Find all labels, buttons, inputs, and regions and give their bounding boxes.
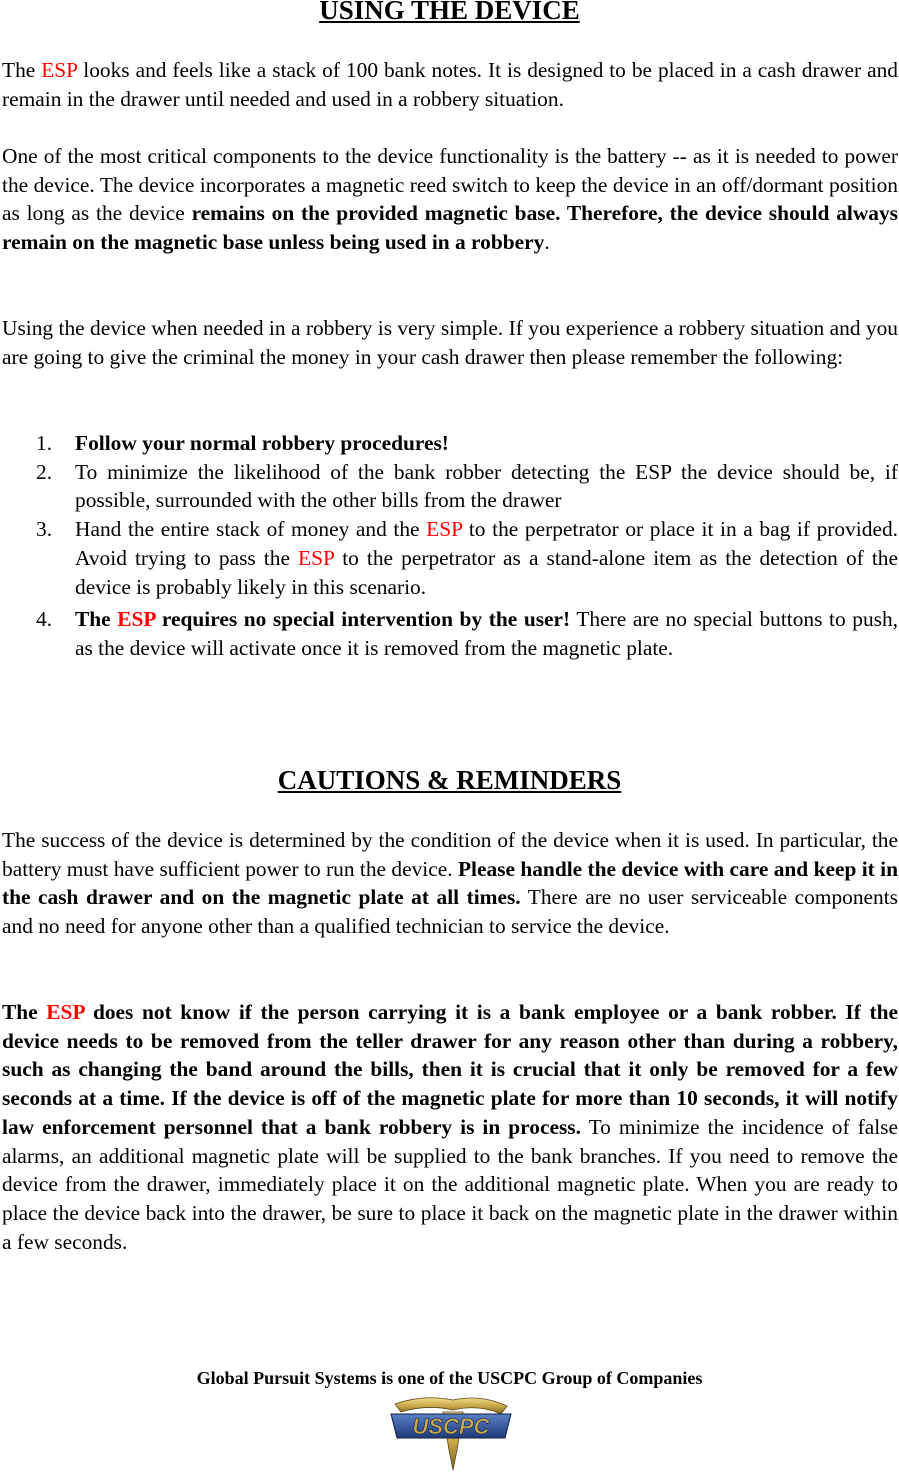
footer-text: Global Pursuit Systems is one of the USCPC Group of Companies xyxy=(196,1368,703,1388)
uscpc-logo-icon xyxy=(383,1390,517,1472)
esp-term: ESP xyxy=(117,607,156,632)
procedure-list xyxy=(36,429,898,663)
section-title-cautions: CAUTIONS & REMINDERS xyxy=(277,765,622,795)
section-title-using-device: USING THE DEVICE xyxy=(319,0,580,25)
list-item: 4. The ESP requires no special intervention by the user! There are no special buttons to push, as the device will activate once it is removed from the magnetic plate. xyxy=(36,607,899,660)
uscpc-logo xyxy=(383,1390,517,1472)
paragraph-usage: Using the device when needed in a robbery is very simple. If you experience a robbery situation and you are going to give the criminal the money in your cash drawer then please remember the following: xyxy=(2,316,898,369)
logo-lettering: USCPC xyxy=(412,1414,490,1439)
paragraph-warning: The ESP does not know if the person carrying it is a bank employee or a bank robber. If the device needs to be removed from the teller drawer for any reason other than during a robbery, such as changing the band around the bills, then it is crucial that it only be removed for a few seconds at a time. If the device is off of the magnetic plate for more than 10 seconds, it will notify law enforcement personnel that a bank robbery is in process. To minimize the incidence of false alarms, an additional magnetic plate will be supplied to the bank branches. If you need to remove the device from the drawer, immediately place it on the additional magnetic plate. When you are ready to place the device back into the drawer, be sure to place it back on the magnetic plate in the drawer within a few seconds. xyxy=(2,1000,898,1254)
esp-term: ESP xyxy=(298,545,335,570)
paragraph-battery: One of the most critical components to the device functionality is the battery -- as it is needed to power the device. The device incorporates a magnetic reed switch to keep the device in an off/dormant position as long as the device remains on the provided magnetic base. Therefore, the device should always remain on the magnetic base unless being used in a robbery. xyxy=(2,144,898,255)
esp-term: ESP xyxy=(41,58,78,82)
esp-term: ESP xyxy=(426,517,463,542)
esp-term: ESP xyxy=(46,1000,85,1024)
paragraph-intro: The ESP looks and feels like a stack of 100 bank notes. It is designed to be placed in a cash drawer and remain in the drawer until needed and used in a robbery situation. xyxy=(2,58,898,111)
paragraph-success: The success of the device is determined by the condition of the device when it is used. In particular, the battery must have sufficient power to run the device. Please handle the device with care and keep it in the cash drawer and on the magnetic plate at all times. There are no user serviceable components and no need for anyone other than a qualified technician to service the device. xyxy=(2,828,898,939)
list-item: 2. To minimize the likelihood of the bank robber detecting the ESP the device should be, if possible, surrounded with the other bills from the drawer xyxy=(36,459,898,513)
list-item: 3. Hand the entire stack of money and the ESP to the perpetrator or place it in a bag if provided. Avoid trying to pass the ESP to the perpetrator as a stand-alone item as the detection of the device is probably likely in this scenario. xyxy=(36,517,898,599)
list-item: 1. Follow your normal robbery procedures! xyxy=(36,431,449,455)
